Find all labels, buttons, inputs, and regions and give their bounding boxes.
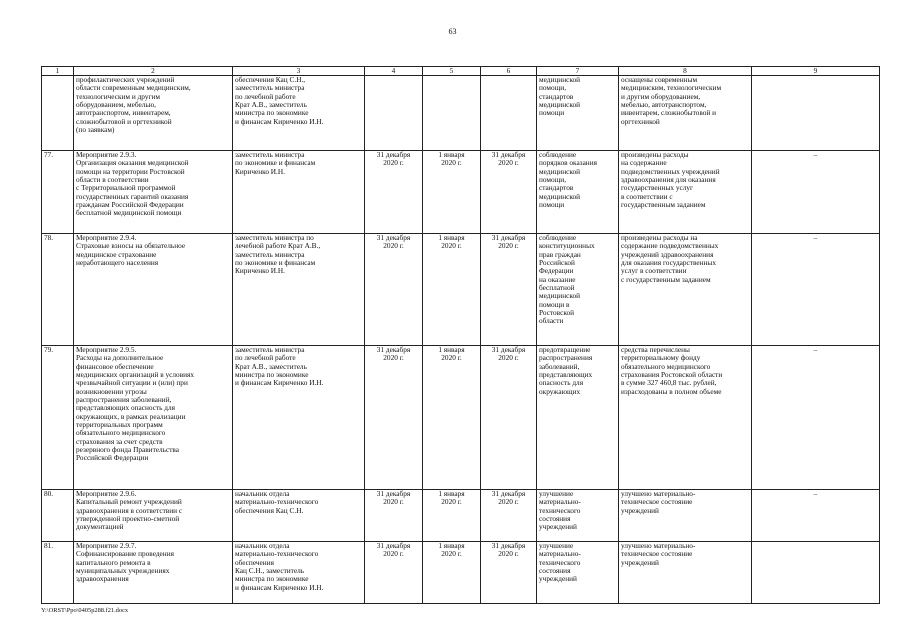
cell-text-line: Кац С.Н., заместитель (235, 566, 305, 576)
cell-text-line: помощи, (539, 175, 567, 185)
cell-text-line: Капитальный ремонт учреждений (76, 497, 182, 507)
cell-text-line: инвентарем, сложнобытовой и (621, 108, 717, 118)
cell-text-line: произведены расходы на (621, 233, 698, 242)
actual-result-cell (619, 234, 752, 346)
cell-text-line: министра по экономике (235, 108, 309, 118)
measure-cell (74, 490, 233, 542)
cell-text-line: возникновении угрозы (76, 386, 147, 396)
cell-text-line: содержание подведомственных (621, 241, 719, 251)
header-cell: 7 (537, 67, 619, 76)
cell-text-line: гражданам Российской Федерации (76, 200, 184, 210)
cell-text-line: на оказание (539, 274, 576, 284)
cell-text-line: соблюдение (539, 233, 577, 242)
responsible-cell (233, 346, 365, 490)
actual-result-cell (619, 490, 752, 542)
cell-text-line: здравоохранения (76, 574, 129, 584)
cell-text-line: порядков оказания (539, 158, 597, 168)
cell-text-line: утвержденной проектно-сметной (76, 514, 180, 524)
cell-text-line: 31 декабря (491, 489, 526, 498)
note-cell: – (752, 151, 880, 234)
cell-text-line: 1 января (438, 233, 465, 242)
cell-text-line: заместитель министра (235, 150, 305, 159)
cell-text-line: Российской Федерации (76, 453, 149, 463)
cell-text-line: помощи, (539, 83, 567, 93)
header-cell: 2 (74, 67, 233, 76)
deadline-cell (365, 76, 423, 151)
actual-result-cell (619, 346, 752, 490)
cell-text-line: медицинской (539, 75, 581, 84)
responsible-cell (233, 76, 365, 151)
cell-text-line: здравоохранения в соответствии с (76, 505, 183, 515)
cell-text-line: Страховые взносы на обязательное (76, 241, 186, 251)
cell-text-line: здравоохранения для оказания (621, 175, 716, 185)
cell-text-line: Мероприятие 2.9.7. (76, 541, 137, 550)
measure-cell (74, 76, 233, 151)
deadline-cell (365, 346, 423, 490)
cell-text-line: улучшение (539, 489, 574, 498)
cell-text-line: технического (539, 505, 581, 515)
header-cell: 6 (481, 67, 537, 76)
cell-text-line: бесплатной (539, 283, 575, 293)
cell-text-line: для оказания государственных (621, 258, 716, 268)
cell-text-line: чрезвычайной ситуации и (или) при (76, 378, 188, 388)
cell-text-line: состояния (539, 566, 571, 576)
end-date-cell (481, 346, 537, 490)
expected-result-cell (537, 76, 619, 151)
cell-text-line: и финансам Кириченко И.Н. (235, 378, 324, 388)
row-number-cell: 78. (42, 234, 74, 346)
start-date-cell (423, 151, 481, 234)
cell-text-line: 2020 г. (498, 241, 519, 251)
cell-text-line: заместитель министра (235, 345, 305, 354)
cell-text-line: области в соответствии (76, 175, 149, 185)
cell-text-line: представляющих (539, 370, 593, 380)
cell-text-line: обеспечения (235, 557, 274, 567)
cell-text-line: распространения заболеваний, (76, 395, 172, 405)
page-number: 63 (448, 27, 457, 36)
cell-text-line: материально-технического (235, 497, 319, 507)
cell-text-line: Крат А.В., заместитель (235, 100, 307, 110)
responsible-cell (233, 542, 365, 604)
header-cell: 1 (42, 67, 74, 76)
cell-text-line: и финансам Кириченко И.Н. (235, 116, 324, 126)
cell-text-line: 2020 г. (383, 353, 404, 363)
cell-text-line: страхования за счет средств (76, 436, 163, 446)
cell-text-line: государственным заданием (621, 200, 706, 210)
cell-text-line: неработающего населения (76, 258, 159, 268)
cell-text-line: документацией (76, 522, 124, 532)
cell-text-line: Кириченко И.Н. (235, 266, 285, 276)
end-date-cell (481, 234, 537, 346)
row-number-cell (42, 76, 74, 151)
cell-text-line: технологическим и другим (76, 91, 161, 101)
cell-text-line: учреждений (539, 522, 577, 532)
table-row (42, 234, 880, 346)
cell-text-line: территориальному фонду (621, 353, 701, 363)
measure-cell (74, 346, 233, 490)
row-number-cell: 81. (42, 542, 74, 604)
cell-text-line: Мероприятие 2.9.6. (76, 489, 137, 498)
row-number-cell: 80. (42, 490, 74, 542)
expected-result-cell (537, 234, 619, 346)
cell-text-line: бесплатной медицинской помощи (76, 208, 182, 218)
cell-text-line: техническое состояние (621, 497, 693, 507)
header-cell: 8 (619, 67, 752, 76)
cell-text-line: учреждений (621, 505, 659, 515)
cell-text-line: Расходы на дополнительное (76, 353, 164, 363)
start-date-cell (423, 490, 481, 542)
cell-text-line: по лечебной работе (235, 353, 296, 363)
expected-result-cell (537, 346, 619, 490)
cell-text-line: медицинской (539, 191, 581, 201)
table-row (42, 76, 880, 151)
note-cell: – (752, 490, 880, 542)
cell-text-line: Организация оказания медицинской (76, 158, 189, 168)
table-row (42, 151, 880, 234)
cell-text-line: государственных услуг (621, 183, 693, 193)
cell-text-line: улучшено материально- (621, 489, 696, 498)
cell-text-line: израсходованы в полном объеме (621, 386, 722, 396)
cell-text-line: в соответствии с (621, 191, 673, 201)
cell-text-line: заместитель министра по (235, 233, 314, 242)
cell-text-line: финансовое обеспечение (76, 361, 154, 371)
cell-text-line: подведомственных учреждений (621, 166, 720, 176)
cell-text-line: по экономике и финансам (235, 258, 316, 268)
cell-text-line: 2020 г. (498, 497, 519, 507)
cell-text-line: по лечебной работе (235, 91, 296, 101)
header-row (42, 67, 880, 76)
cell-text-line: окружающих, в рамках реализации (76, 411, 186, 421)
cell-text-line: помощи в (539, 299, 570, 309)
cell-text-line: территориальных программ (76, 420, 163, 430)
cell-text-line: материально- (539, 497, 581, 507)
cell-text-line: Мероприятие 2.9.4. (76, 233, 137, 242)
cell-text-line: в сумме 327 460,8 тыс. рублей, (621, 378, 717, 388)
cell-text-line: 1 января (438, 150, 465, 159)
table-row (42, 346, 880, 490)
cell-text-line: оборудованием, мебелью, (76, 100, 156, 110)
cell-text-line: 31 декабря (376, 150, 411, 159)
measure-cell (74, 151, 233, 234)
cell-text-line: 2020 г. (498, 549, 519, 559)
cell-text-line: медицинских организаций в условиях (76, 370, 195, 380)
cell-text-line: медицинской (539, 100, 581, 110)
expected-result-cell (537, 542, 619, 604)
cell-text-line: 31 декабря (376, 541, 411, 550)
cell-text-line: Мероприятие 2.9.5. (76, 345, 137, 354)
cell-text-line: области современным медицинским, (76, 83, 191, 93)
table-row (42, 542, 880, 604)
cell-text-line: сложнобытовой и оргтехникой (76, 116, 172, 126)
header-cell: 4 (365, 67, 423, 76)
cell-text-line: стандартов (539, 183, 574, 193)
cell-text-line: техническое состояние (621, 549, 693, 559)
header-cell: 3 (233, 67, 365, 76)
start-date-cell (423, 346, 481, 490)
cell-text-line: соблюдение (539, 150, 577, 159)
cell-text-line: начальник отдела (235, 489, 290, 498)
cell-text-line: обязательного медицинского (76, 428, 166, 438)
note-cell (752, 76, 880, 151)
cell-text-line: резервного фонда Правительства (76, 445, 180, 455)
cell-text-line: 2020 г. (383, 549, 404, 559)
end-date-cell (481, 542, 537, 604)
file-path-footer: Y:\ORST\Ppo\0405p288.f21.docx (41, 607, 129, 614)
row-number-cell: 77. (42, 151, 74, 234)
actual-result-cell (619, 76, 752, 151)
cell-text-line: Федерации (539, 266, 574, 276)
cell-text-line: 31 декабря (376, 345, 411, 354)
cell-text-line: 31 декабря (491, 345, 526, 354)
responsible-cell (233, 151, 365, 234)
note-cell: – (752, 234, 880, 346)
cell-text-line: 2020 г. (441, 549, 462, 559)
cell-text-line: 2020 г. (441, 241, 462, 251)
cell-text-line: помощи на территории Ростовской (76, 166, 185, 176)
cell-text-line: распространения (539, 353, 593, 363)
cell-text-line: страхования Ростовской области (621, 370, 723, 380)
cell-text-line: начальник отдела (235, 541, 290, 550)
cell-text-line: на содержание (621, 158, 667, 168)
cell-text-line: медицинской (539, 291, 581, 301)
cell-text-line: профилактических учреждений (76, 75, 175, 84)
start-date-cell (423, 542, 481, 604)
cell-text-line: 2020 г. (498, 353, 519, 363)
cell-text-line: 2020 г. (441, 353, 462, 363)
cell-text-line: медицинским, технологическим (621, 83, 722, 93)
cell-text-line: 2020 г. (383, 497, 404, 507)
deadline-cell (365, 490, 423, 542)
cell-text-line: министра по экономике (235, 370, 309, 380)
deadline-cell (365, 234, 423, 346)
cell-text-line: Мероприятие 2.9.3. (76, 150, 137, 159)
cell-text-line: учреждений (539, 574, 577, 584)
cell-text-line: министра по экономике (235, 574, 309, 584)
cell-text-line: (по заявкам) (76, 125, 115, 135)
cell-text-line: технического (539, 557, 581, 567)
cell-text-line: предотвращение (539, 345, 591, 354)
actual-result-cell (619, 542, 752, 604)
cell-text-line: капитального ремонта в (76, 557, 151, 567)
cell-text-line: обеспечения Кац С.Н., (235, 75, 306, 84)
cell-text-line: по экономике и финансам (235, 158, 316, 168)
expected-result-cell (537, 490, 619, 542)
cell-text-line: помощи (539, 108, 565, 118)
end-date-cell (481, 76, 537, 151)
cell-text-line: помощи (539, 200, 565, 210)
cell-text-line: 1 января (438, 541, 465, 550)
cell-text-line: окружающих (539, 386, 581, 396)
cell-text-line: Российской (539, 258, 575, 268)
end-date-cell (481, 490, 537, 542)
cell-text-line: улучшено материально- (621, 541, 696, 550)
cell-text-line: медицинской (539, 166, 581, 176)
cell-text-line: прав граждан (539, 249, 581, 259)
measure-cell (74, 234, 233, 346)
cell-text-line: обязательного медицинского (621, 361, 711, 371)
start-date-cell (423, 76, 481, 151)
cell-text-line: заместитель министра (235, 83, 305, 93)
cell-text-line: лечебной работе Крат А.В., (235, 241, 321, 251)
cell-text-line: конституционных (539, 241, 595, 251)
cell-text-line: медицинское страхование (76, 249, 157, 259)
cell-text-line: с государственным заданием (621, 274, 711, 284)
cell-text-line: представляющих опасность для (76, 403, 176, 413)
cell-text-line: 2020 г. (383, 241, 404, 251)
deadline-cell (365, 542, 423, 604)
cell-text-line: опасность для (539, 378, 584, 388)
cell-text-line: материально- (539, 549, 581, 559)
cell-text-line: 31 декабря (491, 541, 526, 550)
cell-text-line: состояния (539, 514, 571, 524)
actual-result-cell (619, 151, 752, 234)
measure-cell (74, 542, 233, 604)
responsible-cell (233, 490, 365, 542)
table-row (42, 490, 880, 542)
cell-text-line: 2020 г. (498, 158, 519, 168)
row-number-cell: 79. (42, 346, 74, 490)
deadline-cell (365, 151, 423, 234)
cell-text-line: автотранспортом, инвентарем, (76, 108, 171, 118)
cell-text-line: средства перечислены (621, 345, 690, 354)
cell-text-line: и финансам Кириченко И.Н. (235, 582, 324, 592)
end-date-cell (481, 151, 537, 234)
measures-table (41, 66, 880, 604)
cell-text-line: 1 января (438, 345, 465, 354)
cell-text-line: 2020 г. (441, 497, 462, 507)
start-date-cell (423, 234, 481, 346)
cell-text-line: Софинансирование проведения (76, 549, 174, 559)
cell-text-line: материально-технического (235, 549, 319, 559)
cell-text-line: 31 декабря (491, 233, 526, 242)
cell-text-line: Ростовской (539, 308, 575, 318)
cell-text-line: услуг в соответствии (621, 266, 687, 276)
cell-text-line: обеспечения Кац С.Н. (235, 505, 304, 515)
cell-text-line: заболеваний, (539, 361, 580, 371)
cell-text-line: 31 декабря (376, 233, 411, 242)
cell-text-line: Крат А.В., заместитель (235, 361, 307, 371)
note-cell (752, 542, 880, 604)
cell-text-line: 1 января (438, 489, 465, 498)
cell-text-line: 31 декабря (491, 150, 526, 159)
responsible-cell (233, 234, 365, 346)
cell-text-line: с Территориальной программой (76, 183, 176, 193)
cell-text-line: и другим оборудованием, (621, 91, 701, 101)
note-cell: – (752, 346, 880, 490)
cell-text-line: Кириченко И.Н. (235, 166, 285, 176)
header-cell: 5 (423, 67, 481, 76)
cell-text-line: области (539, 316, 564, 326)
cell-text-line: учреждений здравоохранения (621, 249, 714, 259)
cell-text-line: муниципальных учреждениях (76, 566, 170, 576)
cell-text-line: 2020 г. (383, 158, 404, 168)
cell-text-line: произведены расходы (621, 150, 689, 159)
expected-result-cell (537, 151, 619, 234)
cell-text-line: стандартов (539, 91, 574, 101)
cell-text-line: государственных гарантий оказания (76, 191, 189, 201)
cell-text-line: улучшение (539, 541, 574, 550)
header-cell: 9 (752, 67, 880, 76)
cell-text-line: учреждений (621, 557, 659, 567)
cell-text-line: 2020 г. (441, 158, 462, 168)
cell-text-line: 31 декабря (376, 489, 411, 498)
cell-text-line: заместитель министра (235, 249, 305, 259)
cell-text-line: мебелью, автотранспортом, (621, 100, 707, 110)
cell-text-line: оргтехникой (621, 116, 660, 126)
cell-text-line: оснащены современным (621, 75, 698, 84)
